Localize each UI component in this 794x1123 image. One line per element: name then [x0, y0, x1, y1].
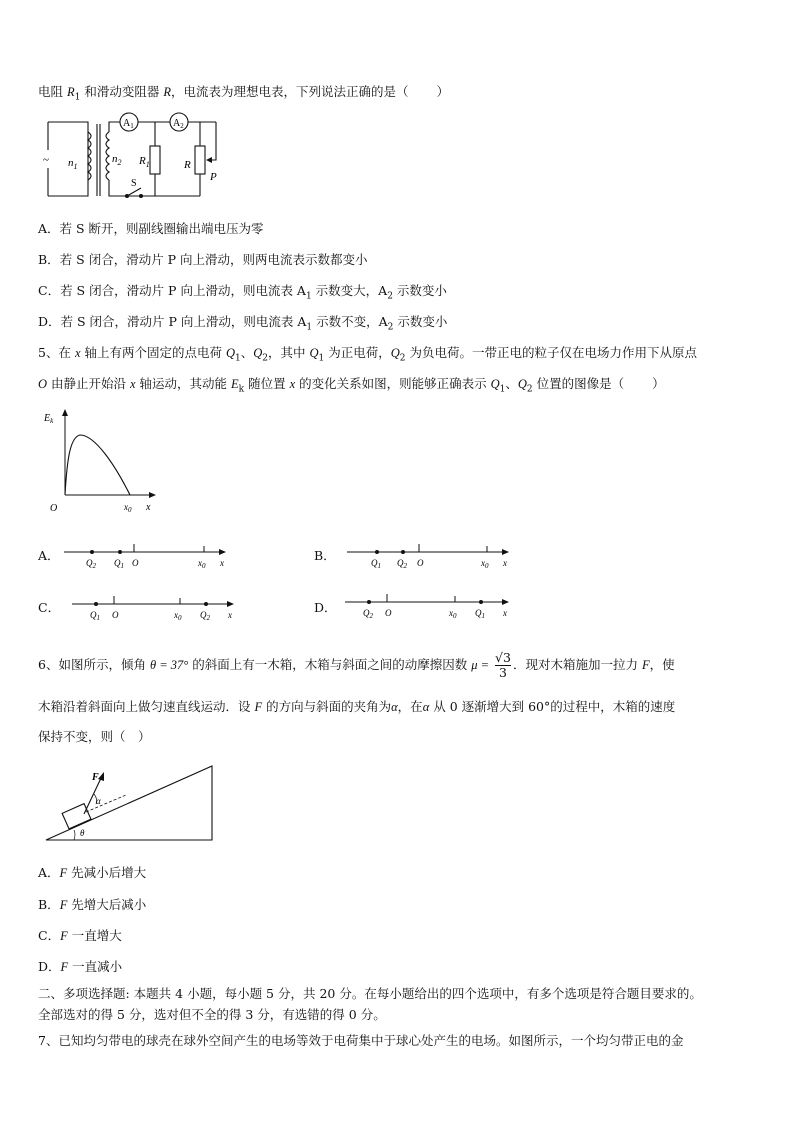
q6-stem-line3: 保持不变，则（ ）: [38, 729, 151, 744]
section2-heading-line2: 全部选对的得 5 分，选对但不全的得 3 分，有选错的得 0 分。: [38, 1007, 386, 1022]
q4-option-c[interactable]: C．若 S 闭合，滑动片 P 向上滑动，则电流表 $A_1$ 示数变大，$A_2$ 示数变小: [38, 283, 447, 302]
svg-text:A1: $A_1$: [123, 118, 134, 130]
q5-option-b-label[interactable]: B．: [314, 548, 336, 563]
q6-option-a[interactable]: A．F 先减小后增大: [38, 865, 147, 880]
transformer-circuit-figure: [38, 110, 228, 205]
section2-heading-line1: 二、多项选择题: 本题共 4 小题，每小题 5 分，共 20 分。在每小题给出的四个选项中，有多个选项是符合题目要求的。: [38, 986, 702, 1001]
q4-option-b[interactable]: B．若 S 闭合，滑动片 P 向上滑动，则两电流表示数都变小: [38, 252, 368, 267]
svg-text:F: F: [92, 772, 99, 783]
svg-text:P: P: [210, 171, 217, 183]
svg-text:R1: $R_1$: [139, 155, 150, 169]
ek-curve: [65, 435, 130, 495]
svg-text:O: O: [112, 610, 119, 620]
svg-text:A2: $A_2$: [173, 118, 184, 130]
svg-text:Q2: $Q_2$: [397, 558, 407, 570]
svg-text:x: x: [220, 558, 224, 568]
svg-text:Q1: $Q_1$: [475, 608, 485, 620]
incline-figure: [44, 762, 219, 844]
svg-text:O: O: [50, 503, 58, 514]
svg-text:S: S: [131, 178, 137, 189]
q6-stem-line2: 木箱沿着斜面向上做匀速直线运动．设 F 的方向与斜面的夹角为α，在α 从 0 逐渐增大到 60°的过程中，木箱的速度: [38, 699, 676, 714]
svg-text:x0: $x_0$: [481, 558, 489, 570]
svg-text:Ek: $E_k$: [44, 413, 54, 425]
q5-option-a-axis[interactable]: [62, 540, 232, 570]
svg-text:O: O: [132, 558, 139, 568]
svg-text:~: ~: [43, 154, 49, 166]
svg-text:n2: $n_2$: [112, 153, 122, 167]
q6-option-c[interactable]: C．F 一直增大: [38, 928, 122, 943]
svg-text:x0: $x_0$: [174, 610, 182, 622]
q5-option-d-axis[interactable]: [343, 590, 515, 620]
q5-option-c-label[interactable]: C．: [38, 600, 61, 615]
q4-stem: 电阻 $R_1$ 和滑动变阻器 R，电流表为理想电表，下列说法正确的是（ ）: [38, 84, 449, 103]
svg-text:x0: $x_0$: [449, 608, 457, 620]
svg-text:α: α: [96, 796, 101, 806]
q5-option-d-label[interactable]: D．: [314, 600, 337, 615]
svg-text:O: O: [385, 608, 392, 618]
svg-text:Q2: $Q_2$: [86, 558, 96, 570]
svg-text:Q1: $Q_1$: [90, 610, 100, 622]
q4-option-a[interactable]: A．若 S 断开，则副线圈输出端电压为零: [38, 221, 264, 236]
svg-text:Q1: $Q_1$: [371, 558, 381, 570]
q5-stem-line1: 5、在 x 轴上有两个固定的点电荷 $Q_1$、$Q_2$，其中 $Q_1$ 为正电荷，$Q_2$ 为负电荷。一带正电的粒子仅在电场力作用下从原点: [38, 345, 697, 364]
svg-text:x: x: [228, 610, 232, 620]
svg-text:x0: $x_0$: [124, 502, 132, 514]
svg-text:n1: $n_1$: [68, 157, 78, 171]
q5-stem-line2: O 由静止开始沿 x 轴运动，其动能 $E_k$ 随位置 x 的变化关系如图，则能够正确表示 $Q_1$、$Q_2$ 位置的图像是（ ）: [38, 376, 665, 395]
q6-option-d[interactable]: D．F 一直减小: [38, 959, 123, 974]
svg-text:x: x: [146, 502, 151, 513]
svg-text:θ: θ: [80, 828, 85, 838]
q5-option-c-axis[interactable]: [70, 592, 240, 622]
svg-text:Q1: $Q_1$: [114, 558, 124, 570]
svg-text:x: x: [503, 608, 507, 618]
q4-option-d[interactable]: D．若 S 闭合，滑动片 P 向上滑动，则电流表 $A_1$ 示数不变，$A_2$ 示数变小: [38, 314, 448, 333]
q5-option-a-label[interactable]: A．: [38, 548, 60, 563]
svg-text:x: x: [503, 558, 507, 568]
svg-text:x0: $x_0$: [198, 558, 206, 570]
svg-text:Q2: $Q_2$: [200, 610, 210, 622]
q5-option-b-axis[interactable]: [345, 540, 515, 570]
svg-text:Q2: $Q_2$: [363, 608, 373, 620]
q6-stem-line1: 6、如图所示，倾角 θ = 37° 的斜面上有一木箱，木箱与斜面之间的动摩擦因数 μ = $\frac{√3}{3}$ ．现对木箱施加一拉力 F，使: [38, 650, 675, 680]
q7-stem-line1: 7、已知均匀带电的球壳在球外空间产生的电场等效于电荷集中于球心处产生的电场。如图所示，一个均匀带正电的金: [38, 1033, 684, 1048]
svg-text:O: O: [417, 558, 424, 568]
q6-option-b[interactable]: B．F 先增大后减小: [38, 897, 147, 912]
ek-x-graph: [40, 405, 170, 515]
svg-text:R: R: [184, 159, 191, 171]
